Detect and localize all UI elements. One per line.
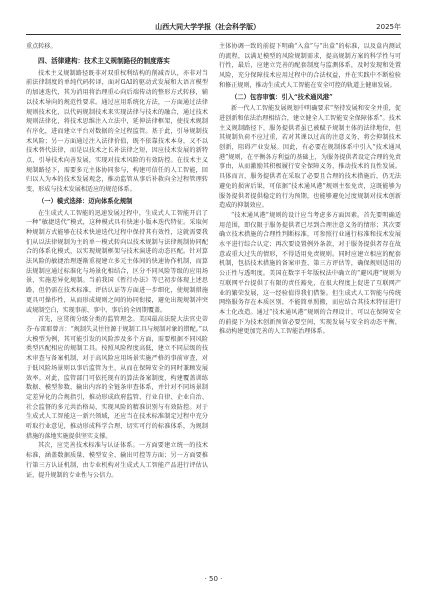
- paragraph: 技术主义规制路径既非对双重权利结构的削减否认，亦非对当前法律制度的单纯代码转译，面对GAI的驱动式发展和大语言模型的加速迭代，其为消用将治理重心向后端传动的整形方式转移，辅以技术导向的规范性要求。通过应用系统化方法，一方面通过法律规则技术化，以代码规制技术来实现法律与技术的融合，通过技术规则法律化，将技术思维注入立法中，延伸法律框架，使技术规制有序化，进而建立平台对数据的全过程监管。基于此，引导规制技术风险；另一方面通过注入法律价值，既不依靠技术本身，又不以技术替代法律，而是以技术之长补法律之短，因应技术发展的新特点，引导技术向善发展，实现对技术风险的有效防控。在技术主义规制路径下，需要多元主体协同参与，构建可信任的人工智能，回归以人为本的技术发展观念，推动监管从事后补救向全过程管理转变，形成与技术发展相适应的规范体系。: [26, 69, 208, 194]
- paragraph: “技术通风港”规则的设计应当考虑多方面因素。首先要明确适用范围，即仅限于服务提供者已尽到合理注意义务的情形；其次要确立技术措施的合理性判断标准，可参照行业通行标准和技术发展水平进行综合认定；再次要设置例外条款，对于服务提供者存在故意或重大过失的情形，不得适用免责规则。同时应建立相应的配套机制，包括技术措施的备案审查、第三方评估等，确保规则适用的公正性与透明度。美国在数字千年版权法中确立的“避风港”规则为互联网平台提供了有限的责任豁免，在很大程度上促进了互联网产业的繁荣发展，这一经验值得我们借鉴。但生成式人工智能与传统网络服务存在本质区别，不能简单照搬，而应结合其技术特征进行本土化改造。通过“技术通风港”规则的合理设计，可以在保障安全的前提下为技术创新预留必要空间，实现发展与安全的动态平衡，推动构建更加完善的人工智能治理体系。: [219, 211, 401, 336]
- paragraph: 在生成式人工智能的迅速发展过程中，生成式人工智能开启了一种“敏捷迭代”模式，这种模式具有快速小版本迭代特征。采取何种规制方式能够在技术快速迭代过程中保持其有效性，这就需要我们从以法律规制为主的单一模式转向以技术规制与法律规制协同配合的体系化模式，以实现规制框架与技术演进的动态匹配。针对算法风险的敏捷治理逐渐重视建立多元主体间的快速协作机制，而算法规制应通过标准化与场景化相结合，区分不同风险等级的应用场景，实施差异化规制。当前我国《暂行办法》等已初步体现上述思路，但仍需在技术标准、评估认证等方面进一步细化，使规制措施更具可操作性，从而形成规则之间的协同衔接，避免出现规制冲突或规制空白，实现事前、事中、事后的全周期覆盖。: [26, 209, 208, 314]
- article-body: [26, 42, 401, 569]
- paragraph: 首先，应贯彻分级分类的监管理念。美国最高法院大法官史蒂芬·布雷耶曾言：“规制失灵往往源于规制工具与规制对象的错配。”以大模型为例，其可能引发的风险涉及多个方面，需要根据不同风险类型匹配相应的规制工具。按照风险程度高低，建立不同层级的技术审查与备案机制，对于高风险应用场景实施严格的事前审查，对于低风险场景则以事后监管为主，从而在保障安全的同时兼顾发展效率。对此，监管部门可依托现有的算法备案制度，构建覆盖训练数据、模型参数、输出内容的全链条审查体系，并针对不同场景制定差异化的合规指引，推动形成政府监管、行业自律、企业自治、社会监督的多元共治格局，实现风险的精准识别与有效防控。对于生成式人工智能这一新兴领域，还应当在技术标准制定过程中充分听取行业意见，推动形成科学合理、切实可行的标准体系，为规制措施的落地实施提供坚实支撑。: [26, 316, 208, 440]
- paragraph: 其次，应完善技术标准与认证体系。一方面要建立统一的技术标准，涵盖数据质量、模型安全、输出可控等方面；另一方面要推行第三方认证机制，由专业机构对生成式人工智能产品进行评估认证，提升规制的专业性与公信力。: [26, 442, 208, 479]
- subsection-heading: （二）包容审慎：引入“技术通风港”: [231, 93, 333, 101]
- right-column: [219, 42, 401, 569]
- subsection-heading: （一）模式选择：迈向体系化规制: [38, 197, 133, 205]
- header-year: 2025年: [376, 23, 401, 31]
- paragraph: 重点转移。: [26, 43, 57, 50]
- left-column: [26, 42, 208, 569]
- paragraph: 主体协调一致的前提下明确“入盒”与“出盒”的标准，以及盒内测试的流程，以满足模型的风险规制需求，提高规制方案的科学性与可行性，最后，应建立完善的配套制度与监测体系，及时发现和处置风险，充分保障技术应用过程中的合法权益，并在实践中不断检验和修正规则，推动生成式人工智能在安全可控的轨道上健康发展。: [219, 43, 401, 89]
- paragraph: 新一代人工智能发展规划中明确要求“坚持发展和安全并重，促进创新和依法治理相结合，建立健全人工智能安全保障体系”。技术主义规制路径下，服务提供者虽已被赋予规制主体的法律地位，但其规制负荷不应过重，若对其课以过高的注意义务，将会抑制技术创新，阻碍产业发展。因此，有必要在规制体系中引入“技术通风港”规则，在平衡各方利益的基础上，为服务提供者设定合理的免责事由，从而激励其积极履行安全保障义务，推动技术的良性发展。具体而言，服务提供者在采取了必要且合理的技术措施后，仍无法避免的损害后果，可依据“技术通风港”规则主张免责，这既能够为服务提供者提供稳定的行为预期，也能够避免过度规制对技术创新造成的抑制效应。: [219, 105, 401, 210]
- section-heading: 四、活律建构：技术主义规制路径的制度落实: [38, 56, 170, 65]
- journal-title: 山西大同大学学报（社会科学版）: [155, 23, 261, 31]
- page-header: [26, 20, 401, 35]
- page-number: · 50 ·: [204, 575, 223, 583]
